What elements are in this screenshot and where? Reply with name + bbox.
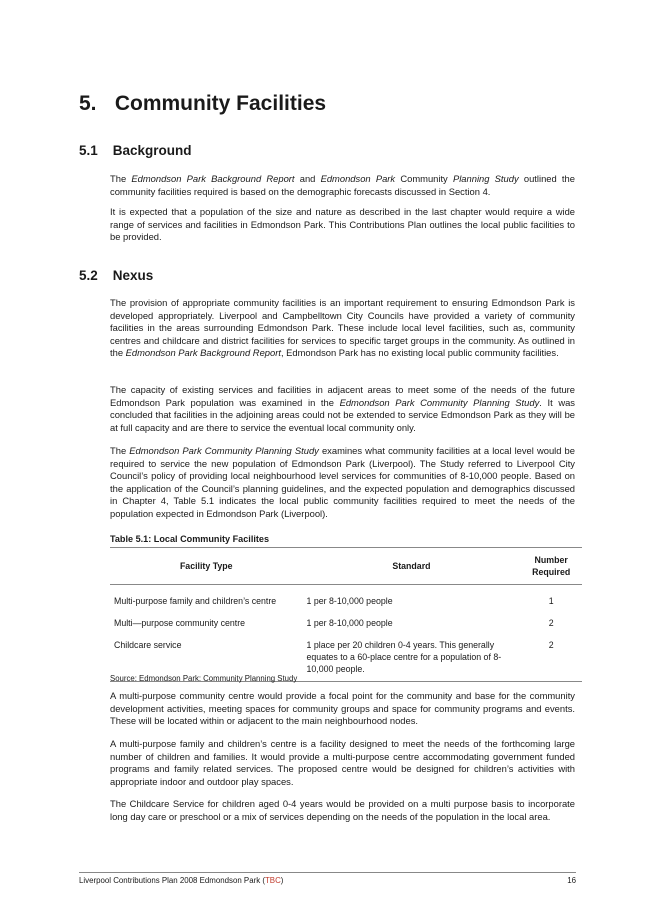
cell-facility: Childcare service: [110, 635, 303, 682]
cell-number: 1: [548, 596, 554, 606]
section-title: Background: [112, 143, 192, 158]
nexus-paragraph-1: The provision of appropriate community facilities is an important requirement to ensuring Edmondson Park is developed appropriately. Liverpool and Campbelltown City Councils have provided a variety of community facilities in the areas surrounding Edmondson Park. These include local level facilities, such as, community centres and childcare and district facilities for services to specific target groups in the community. As outlined in the Edmondson Park Background Report, Edmondson Park has no existing local public community facilities.: [110, 297, 575, 359]
cell-facility: Multi—purpose community centre: [114, 618, 246, 628]
section-heading-nexus: [79, 268, 153, 283]
cell-standard: 1 per 8-10,000 people: [306, 596, 393, 606]
table-row: [110, 613, 582, 635]
after-table-paragraph-3: The Childcare Service for children aged 0-4 years would be provided on a multi purpose basis to incorporate long day care or preschool or a mix of services depending on the needs of the population in the local area.: [110, 798, 575, 822]
nexus-paragraph-3: The Edmondson Park Community Planning Study examines what community facilities at a local level would be required to service the new population of Edmondson Park (Liverpool). The Study referred to Liverpool City Council’s policy of providing local neighbourhood level services for communities of 8-10,000 people. Based on the application of the Council’s planning guidelines, and the expected population and demographics discussed in Chapter 4, Table 5.1 indicates the local public community facilities required to meet the needs of the population expected in Edmondson Park (Liverpool).: [110, 445, 575, 519]
cell-standard: 1 per 8-10,000 people: [306, 618, 393, 628]
cell-standard: 1 place per 20 children 0-4 years. This generally equates to a 60-place centre for a population of 8-10,000 people.: [303, 635, 521, 682]
cell-facility: Multi-purpose family and children’s centre: [114, 596, 277, 606]
background-paragraph-2: It is expected that a population of the size and nature as described in the last chapter would require a wide range of services and facilities in Edmondson Park. This Contributions Plan outlines the local public facilities to be provided.: [110, 206, 575, 243]
table-source-note: Source: Edmondson Park: Community Planning Study: [110, 674, 298, 683]
section-number: 5.1: [79, 143, 98, 158]
header-number-required: Number Required: [520, 548, 582, 585]
section-heading-background: [79, 143, 192, 158]
background-paragraph-1: The Edmondson Park Background Report and Edmondson Park Community Planning Study outlined the community facilities required is based on the demographic forecasts discussed in Section 4.: [110, 173, 575, 197]
footer-tbc-marker: TBC: [264, 876, 281, 885]
facilities-table: [110, 547, 582, 682]
after-table-paragraph-2: A multi-purpose family and children’s centre is a facility designed to meet the needs of the forthcoming large number of children and families. It would provide a multi-purpose centre accommodating government funded programs and family related services. The proposed centre would be designed for children’s activities with appropriate indoor and outdoor play spaces.: [110, 738, 575, 787]
cell-number: 2: [548, 618, 554, 628]
table-row: [110, 585, 582, 614]
table-caption: Table 5.1: Local Community Facilites: [110, 534, 270, 544]
table-header-row: [110, 548, 582, 585]
chapter-number: 5.: [79, 92, 97, 115]
header-standard: Standard: [303, 548, 521, 585]
nexus-paragraph-2: The capacity of existing services and facilities in adjacent areas to meet some of the needs of the future Edmondson Park population was examined in the Edmondson Park Community Planning Study. It was concluded that facilities in the adjoining areas could not be extended to service Edmondson Park as they will be at full capacity and are there to service the eventual local community only.: [110, 384, 575, 433]
section-number: 5.2: [79, 268, 98, 283]
footer-document-title: Liverpool Contributions Plan 2008 Edmondson Park (TBC): [79, 876, 284, 885]
header-facility-type: Facility Type: [110, 548, 303, 585]
page-number: 16: [567, 876, 576, 885]
cell-number: 2: [520, 635, 582, 682]
chapter-heading: [79, 92, 326, 116]
section-title: Nexus: [112, 268, 154, 283]
chapter-title: Community Facilities: [114, 92, 327, 115]
after-table-paragraph-1: A multi-purpose community centre would provide a focal point for the community and base for the community development activities, meeting spaces for community groups and space for community programs and events. These will be located within or adjacent to the main neighbourhood nodes.: [110, 690, 575, 727]
footer-divider: [79, 872, 576, 873]
